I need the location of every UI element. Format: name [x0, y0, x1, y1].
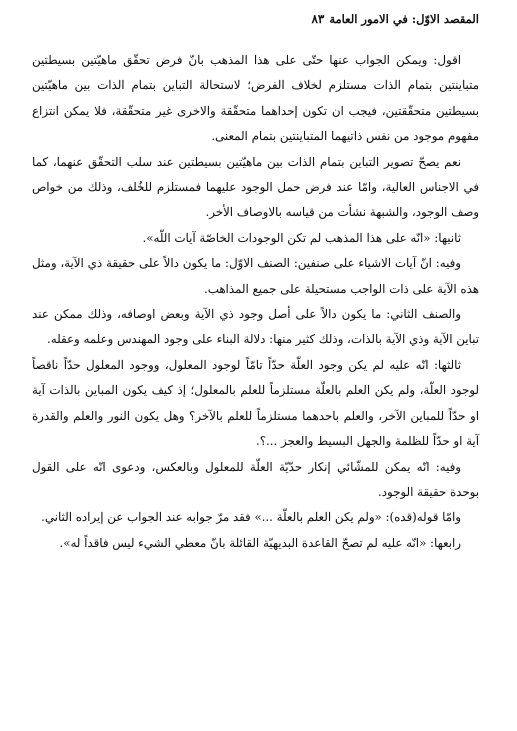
paragraph-second-reply: وفيه: انّ آيات الاشياء على صنفين: الصنف الاوّل: ما يكون دالاً على حقيقة ذي الآية، ومثل هذه الآية على ذات الواجب مستحيلة على جميع المذاهب. [32, 256, 479, 296]
paragraph-third-reply: وفيه: انّه يمكن للمشّائي إنكار حدّيّة العلّة للمعلول وبالعكس، ودعوى انّه على القول بوحدة حقيقة الوجود. [32, 459, 479, 499]
page-number: ٨٣ [311, 12, 325, 26]
paragraph-reply: اقول: ويمكن الجواب عنها حتّى على هذا المذهب بانّ فرض تحقّق ماهيّتين بسيطتين متباينتين بتمام الذات مستلزم لخلاف الفرض؛ لاستحالة التباين بتمام الذات بين ماهيّتين بسيطتين متحقّقتين، فيجب ان تكون إحداهما متحقّقة والاخرى غير متحقّقة، فلا يمكن انتزاع مفهوم موجود من نفس ذاتيهما المتباينتين بتمام المعنى. [32, 53, 479, 144]
paragraph-fourth-objection: رابعها: «انّه عليه لم تصحّ القاعدة البديهيّة القائلة بانّ معطي الشيء ليس فاقداً له». [59, 535, 461, 550]
paragraph-second-objection: ثانيها: «انّه على هذا المذهب لم تكن الوجودات الخاصّة آيات اللّه». [142, 230, 461, 245]
paragraph-yes: نعم يصحّ تصوير التباين بتمام الذات بين ماهيّتين بسيطتين عند سلب التحقّق عنهما، كما في الاجناس العالية، وامّا عند فرض حمل الوجود عليهما فمستلزم للخُلف، وذلك من خواص وصف الوجود، والشبهة نشأت من قياسه بالاوصاف الأخر. [32, 154, 479, 220]
paragraph-second-kind: والصنف الثاني: ما يكون دالاً على أصل وجود ذي الآية وبعض اوصافه، وذلك ممكن عند تباين الآية وذي الآية بالذات، وذلك كثير منها: دلالة البناء على وجود المهندس وعلمه وعقله. [32, 307, 479, 347]
body-text [32, 48, 479, 556]
running-title: المقصد الاوّل: في الامور العامة [329, 12, 479, 26]
running-head [32, 8, 479, 30]
paragraph-his-statement: وامّا قوله(قده): «ولم يكن العلم بالعلّة ...» فقد مرّ جوابه عند الجواب عن إيراده الثاني. [41, 510, 461, 525]
paragraph-third-objection: ثالثها: انّه عليه لم يكن وجود العلّة حدّاً تامّاً لوجود المعلول، ووجود المعلول حدّاً ناقصاً لوجود العلّة، ولم يكن العلم بالعلّة مستلزماً للعلم بالمعلول؛ إذ كيف يكون المباين بالذات آية او حدّاً للمباين الآخر، والعلم باحدهما مستلزماً للعلم بالآخر؟ وهل يكون النور والعلم والقدرة آية او حدّاً للظلمة والجهل البسيط والعجز ...؟. [32, 357, 479, 449]
